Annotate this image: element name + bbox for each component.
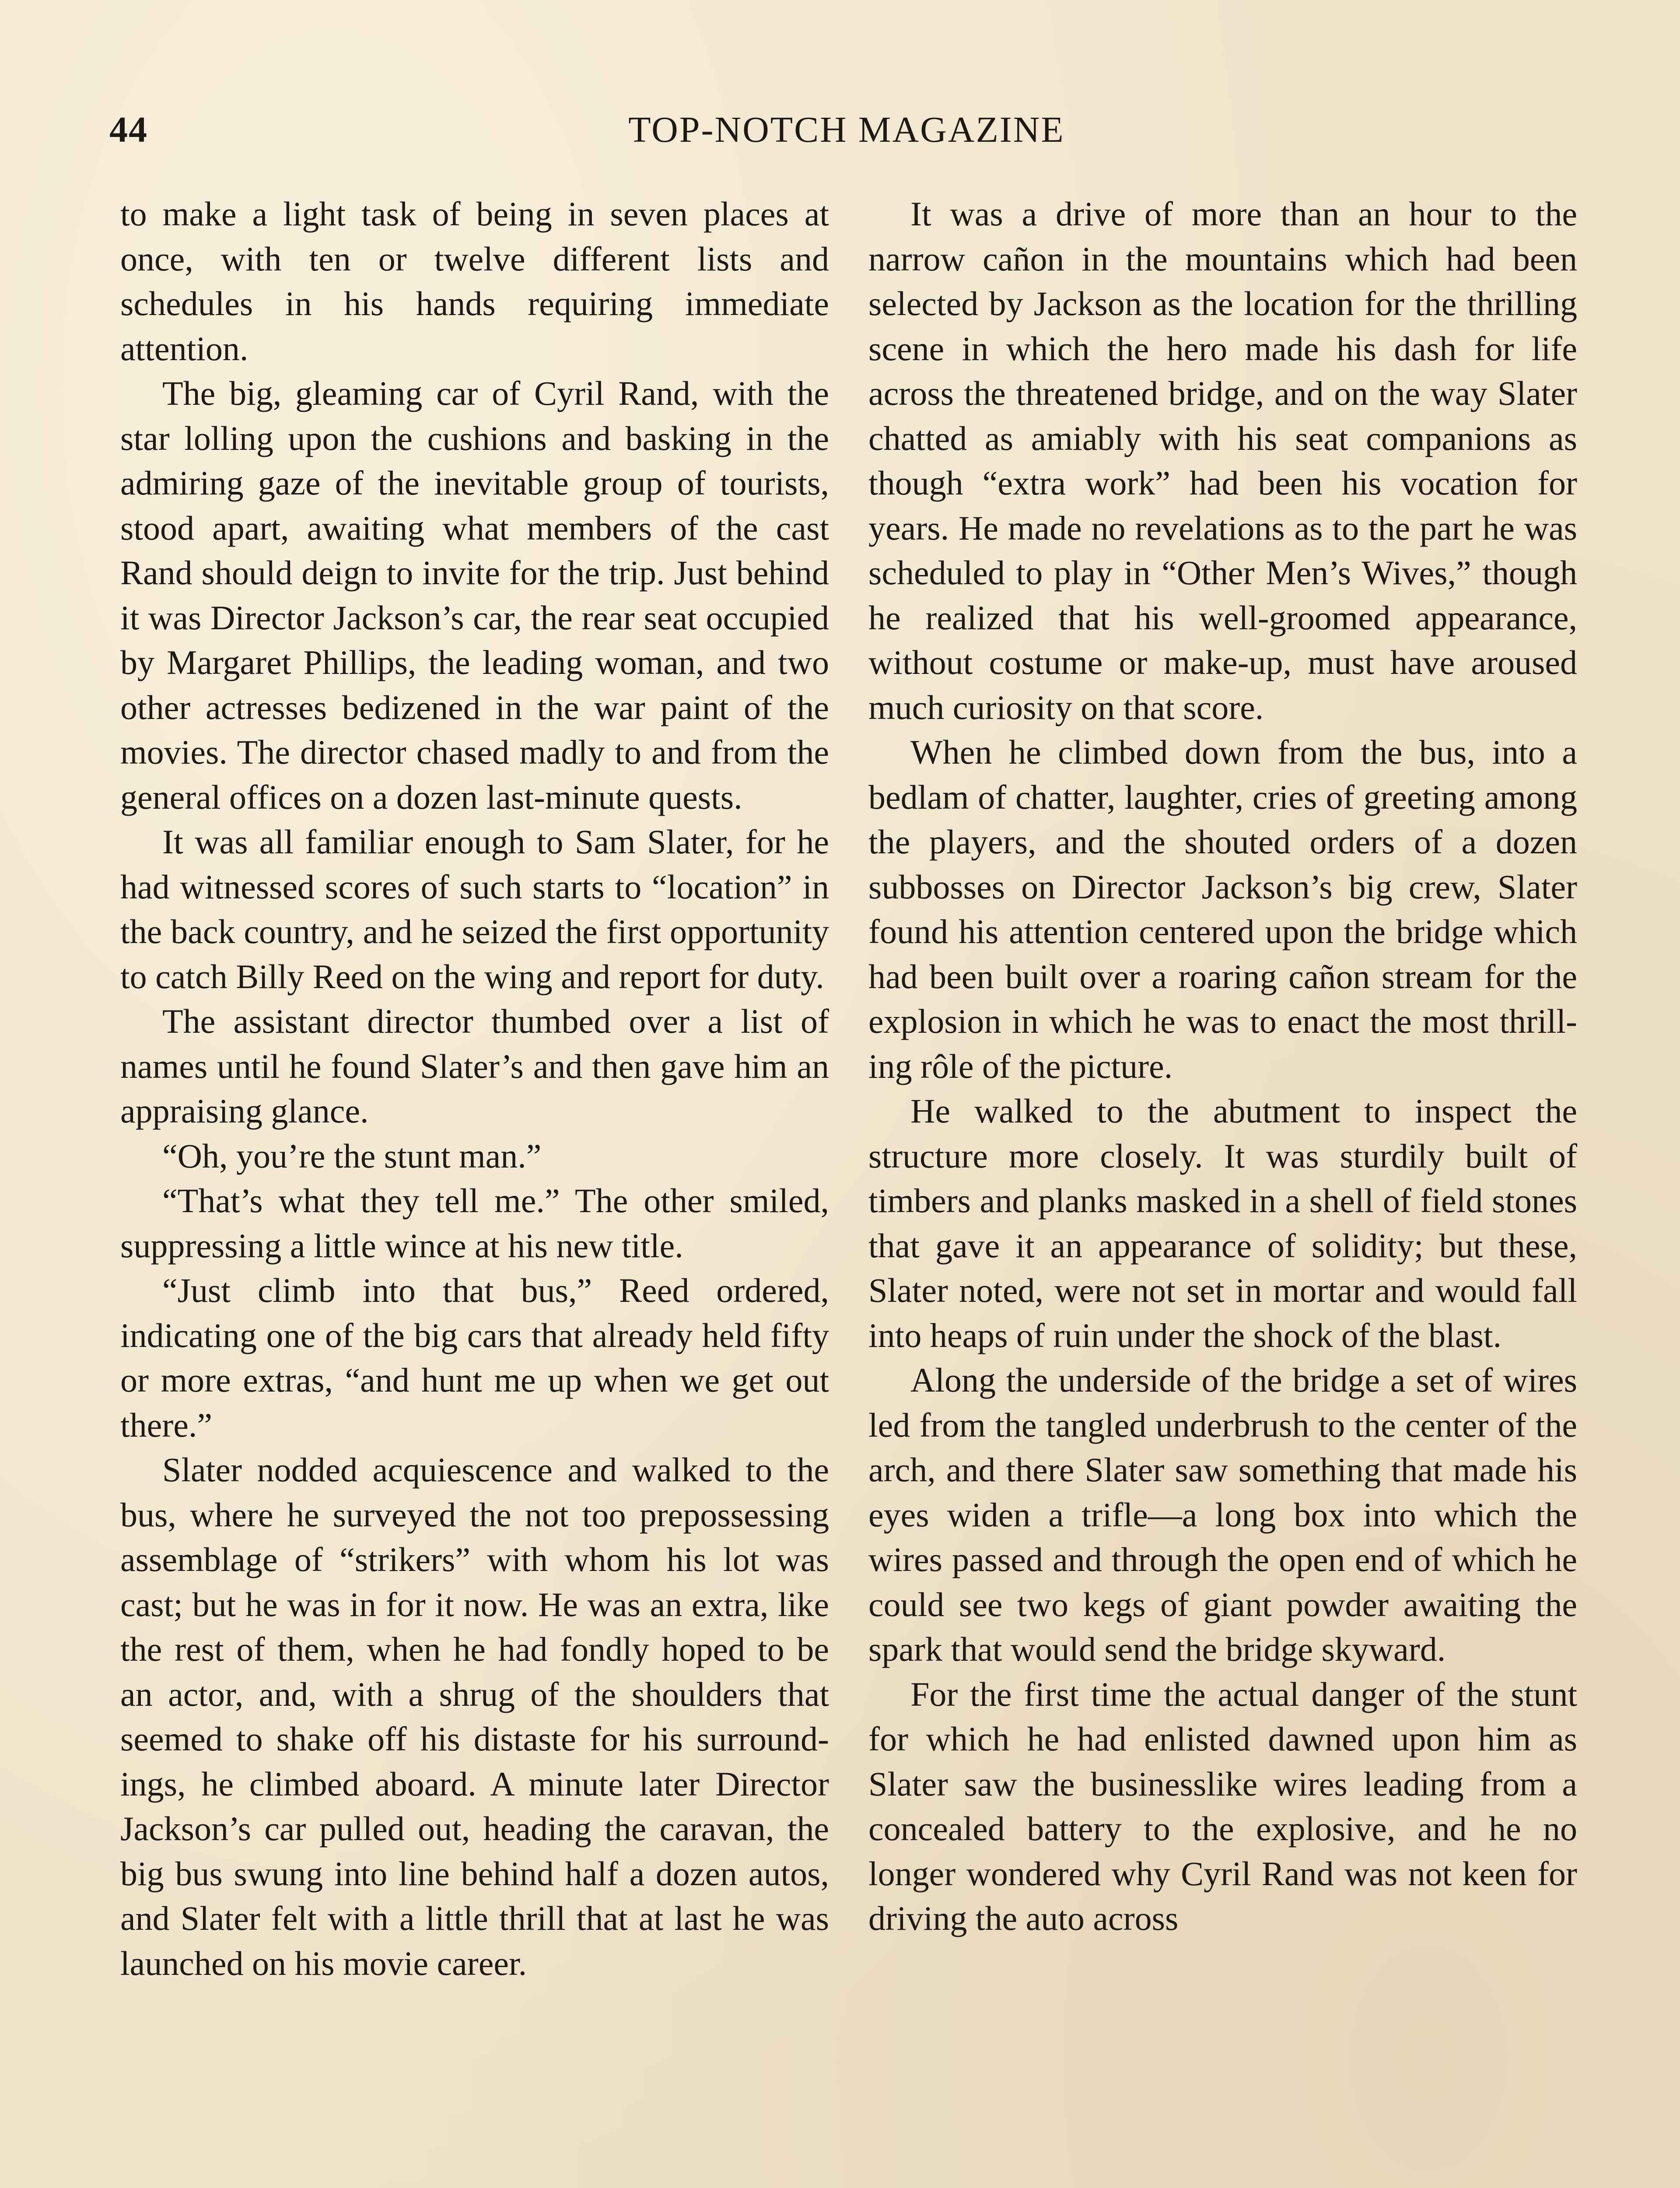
paragraph: It was a drive of more than an hour to the narrow cañon in the mountains which had been selected by Jackson as the location for the thrilling scene in which the hero made his dash for life across the threatened bridge, and on the way Slater chatted as amiably with his seat companions as though “extra work” had been his vocation for years. He made no revelations as to the part he was scheduled to play in “Other Men’s Wives,” though he realized that his well-groomed appearance, without costume or make-up, must have aroused much curiosity on that score. xyxy=(868,195,1577,726)
right-column xyxy=(868,192,1577,2188)
paragraph: For the first time the actual danger of the stunt for which he had enlisted dawned upon him as Slater saw the businesslike wires leading from a concealed battery to the explosive, and he no longer wondered why Cyril Rand was not keen for driving the auto across xyxy=(868,1675,1577,1937)
paragraph: When he climbed down from the bus, into a bedlam of chatter, laughter, cries of greeting among the players, and the shouted orders of a dozen subbosses on Director Jackson’s big crew, Slater found his attention centered upon the bridge which had been built over a roaring cañon stream for the explosion in which he was to enact the most thrilling rôle of the picture. xyxy=(868,733,1577,1085)
left-column xyxy=(120,192,829,2188)
page-number: 44 xyxy=(109,109,148,150)
paragraph: Along the underside of the bridge a set of wires led from the tangled underbrush to the center of the arch, and there Slater saw something that made his eyes widen a trifle—a long box into which the wires passed and through the open end of which he could see two kegs of giant powder awaiting the spark that would send the bridge skyward. xyxy=(868,1361,1577,1668)
paragraph: “Oh, you’re the stunt man.” xyxy=(162,1136,542,1175)
paragraph: “Just climb into that bus,” Reed ordered, indicating one of the big cars that already held fifty or more extras, “and hunt me up when we get out there.” xyxy=(120,1271,829,1444)
paragraph: Slater nodded acquiescence and walked to the bus, where he surveyed the not too prepossessing assemblage of “strikers” with whom his lot was cast; but he was in for it now. He was an extra, like the rest of them, when he had fondly hoped to be an actor, and, with a shrug of the shoulders that seemed to shake off his distaste for his surroundings, he climbed aboard. A minute later Director Jackson’s car pulled out, heading the caravan, the big bus swung into line behind half a dozen autos, and Slater felt with a little thrill that at last he was launched on his movie career. xyxy=(120,1451,829,1982)
magazine-title: TOP-NOTCH MAGAZINE xyxy=(628,109,1065,150)
page-header xyxy=(109,109,1584,157)
paragraph: The big, gleaming car of Cyril Rand, with the star lolling upon the cushions and basking in the admiring gaze of the inevitable group of tourists, stood apart, awaiting what members of the cast Rand should deign to invite for the trip. Just behind it was Director Jackson’s car, the rear seat occupied by Margaret Phillips, the leading woman, and two other actresses bedizened in the war paint of the movies. The director chased madly to and from the general offices on a dozen last-minute quests. xyxy=(120,374,829,816)
paragraph: The assistant director thumbed over a list of names until he found Slater’s and then gave him an appraising glance. xyxy=(120,1002,829,1130)
paragraph: He walked to the abutment to inspect the structure more closely. It was sturdily built of timbers and planks masked in a shell of field stones that gave it an appearance of solidity; but these, Slater noted, were not set in mortar and would fall into heaps of ruin under the shock of the blast. xyxy=(868,1092,1577,1354)
paragraph: “That’s what they tell me.” The other smiled, suppressing a little wince at his new title. xyxy=(120,1182,829,1265)
paragraph: to make a light task of being in seven places at once, with ten or twelve different lists and schedules in his hands requiring immediate attention. xyxy=(120,195,829,368)
paragraph: It was all familiar enough to Sam Slater, for he had witnessed scores of such starts to “location” in the back country, and he seized the first opportunity to catch Billy Reed on the wing and report for duty. xyxy=(120,823,829,996)
